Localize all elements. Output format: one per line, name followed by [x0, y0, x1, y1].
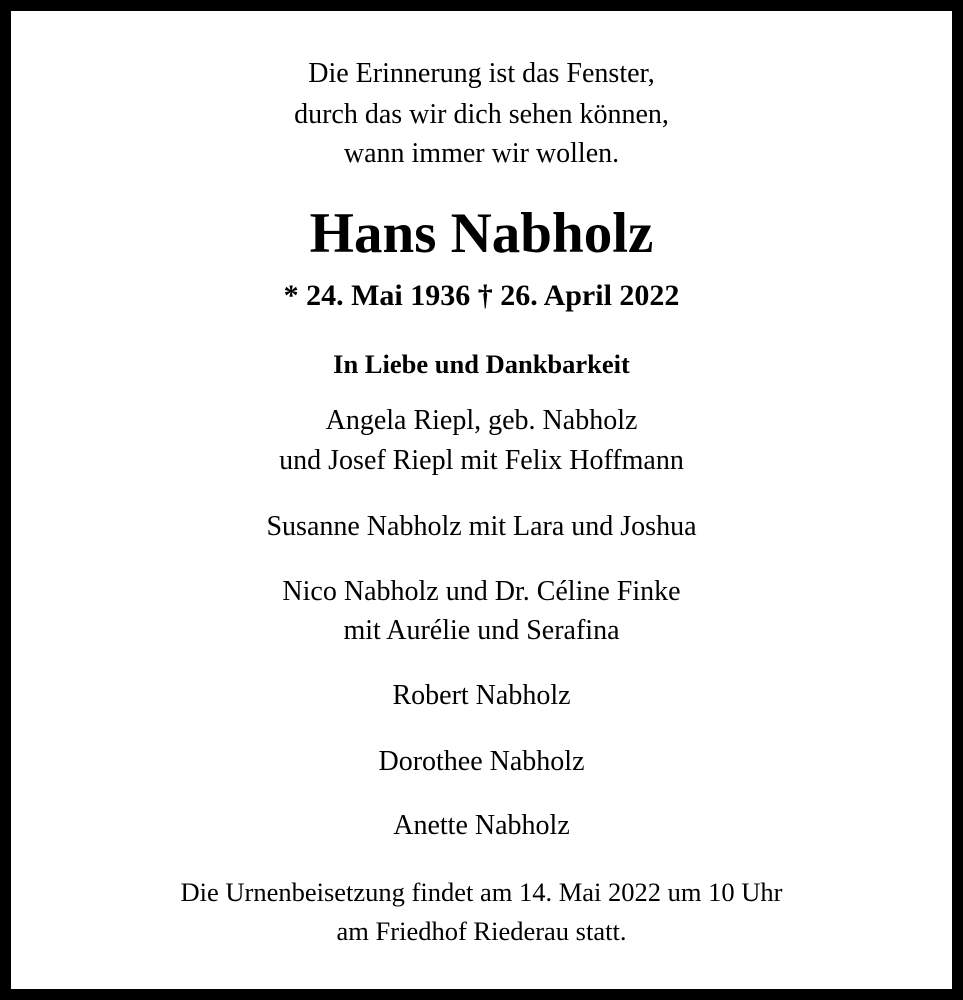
dedication: In Liebe und Dankbarkeit: [333, 349, 630, 379]
mourner-line: Angela Riepl, geb. Nabholz: [325, 405, 638, 436]
life-dates: * 24. Mai 1936 † 26. April 2022: [283, 279, 680, 312]
mourner-line: und Josef Riepl mit Felix Hoffmann: [279, 445, 684, 476]
mourner-line: Dorothee Nabholz: [378, 746, 585, 777]
funeral-info: am Friedhof Riederau statt.: [336, 916, 627, 946]
quote-line: wann immer wir wollen.: [343, 138, 620, 169]
quote-line: Die Erinnerung ist das Fenster,: [308, 58, 655, 89]
deceased-name: Hans Nabholz: [309, 202, 654, 265]
mourner-line: Nico Nabholz und Dr. Céline Finke: [282, 576, 681, 607]
mourner-line: Anette Nabholz: [393, 810, 570, 841]
mourner-line: Susanne Nabholz mit Lara und Joshua: [266, 511, 697, 542]
quote-line: durch das wir dich sehen können,: [294, 99, 669, 130]
mourner-line: Robert Nabholz: [392, 680, 571, 711]
mourner-line: mit Aurélie und Serafina: [343, 615, 620, 646]
funeral-info: Die Urnenbeisetzung findet am 14. Mai 2022 um 10 Uhr: [180, 877, 783, 907]
